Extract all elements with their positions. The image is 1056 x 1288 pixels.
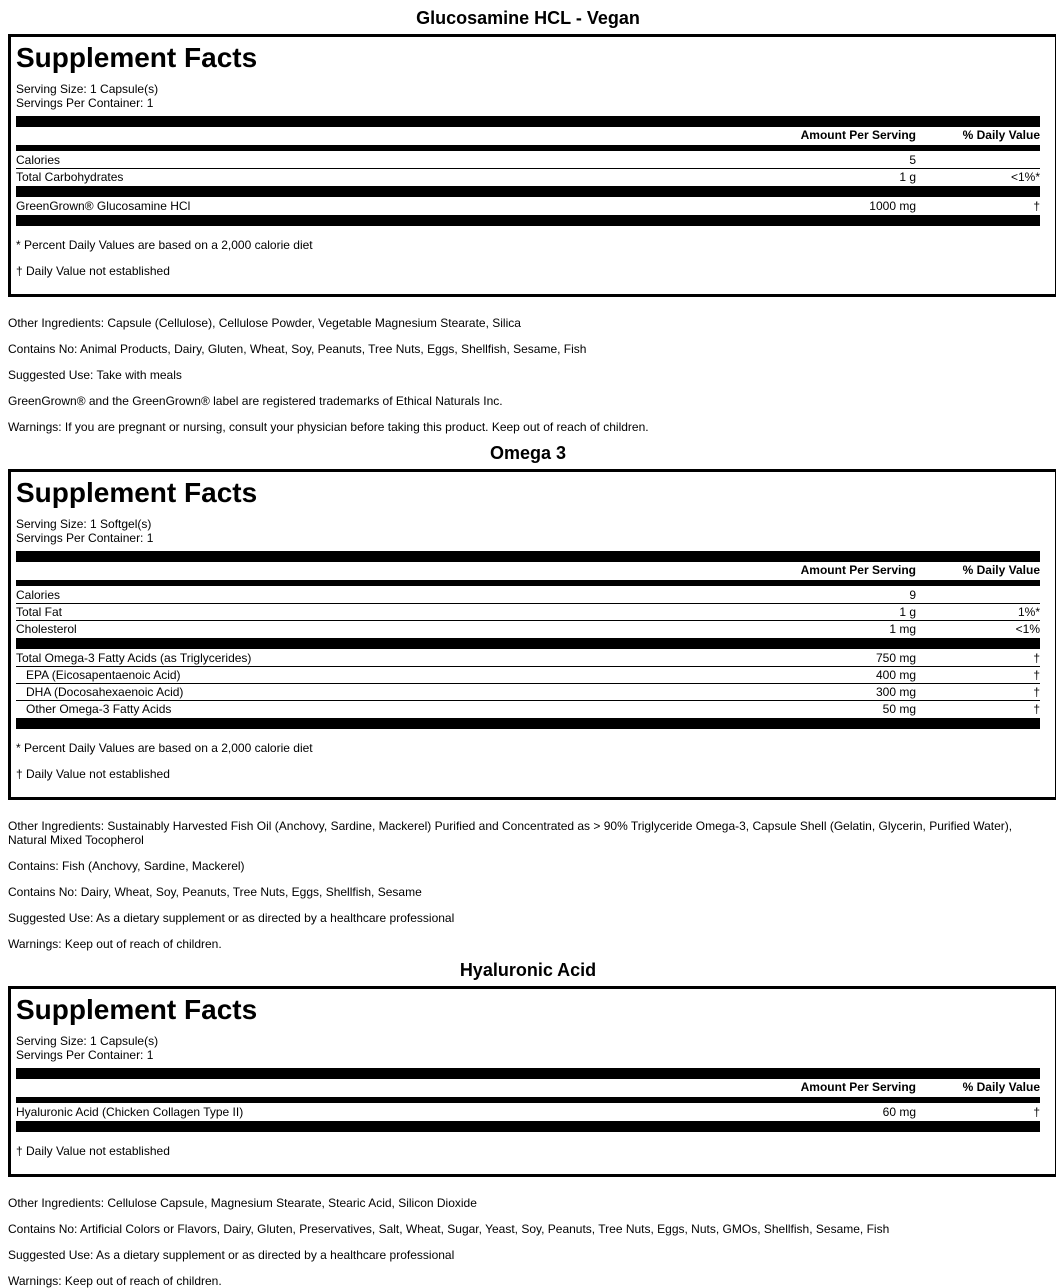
nutrient-daily-value: <1%* — [1010, 170, 1040, 184]
nutrient-row — [16, 169, 1040, 185]
ingredient-daily-value: † — [1033, 668, 1040, 682]
nutrient-daily-value — [916, 587, 1040, 603]
thick-divider — [16, 551, 1040, 562]
column-header-row — [16, 562, 1040, 578]
ingredient-name: Other Omega-3 Fatty Acids — [26, 702, 172, 716]
supplement-facts-heading: Supplement Facts — [16, 477, 258, 508]
ingredient-row — [16, 667, 1040, 684]
nutrient-daily-value — [916, 152, 1040, 168]
amount-per-serving-header: Amount Per Serving — [800, 563, 916, 577]
daily-value-header: % Daily Value — [962, 1080, 1040, 1094]
ingredient-name: GreenGrown® Glucosamine HCl — [16, 199, 191, 213]
daily-value-header: % Daily Value — [962, 128, 1040, 142]
percent-daily-value-footnote: * Percent Daily Values are based on a 2,000 calorie diet — [16, 741, 313, 755]
daily-value-not-established-footnote: † Daily Value not established — [16, 264, 170, 278]
medium-divider — [16, 145, 1040, 151]
nutrient-name: Total Fat — [16, 605, 63, 619]
supplement-facts-heading: Supplement Facts — [16, 994, 258, 1025]
amount-per-serving-header: Amount Per Serving — [800, 1080, 916, 1094]
daily-value-header: % Daily Value — [962, 563, 1040, 577]
serving-size: Serving Size: 1 Softgel(s) — [16, 517, 152, 531]
warnings: Warnings: Keep out of reach of children. — [8, 937, 222, 951]
ingredient-amount: 50 mg — [882, 702, 916, 716]
serving-size: Serving Size: 1 Capsule(s) — [16, 1034, 159, 1048]
supplement-facts-heading: Supplement Facts — [16, 42, 258, 73]
nutrient-name: Cholesterol — [16, 622, 77, 636]
serving-size: Serving Size: 1 Capsule(s) — [16, 82, 159, 96]
ingredient-row — [16, 198, 1040, 214]
ingredient-row — [16, 1104, 1040, 1120]
product-title: Hyaluronic Acid — [459, 960, 597, 980]
warnings: Warnings: Keep out of reach of children. — [8, 1274, 222, 1288]
contains-no: Contains No: Dairy, Wheat, Soy, Peanuts, Tree Nuts, Eggs, Shellfish, Sesame — [8, 885, 422, 899]
supplement-facts-panel — [8, 34, 1056, 297]
nutrient-row — [16, 587, 1040, 604]
contains-no: Contains No: Artificial Colors or Flavors, Dairy, Gluten, Preservatives, Salt, Wheat, Sugar, Yeast, Soy, Peanuts, Tree Nuts, Eggs, Nuts, GMOs, Shellfish, Sesame, Fish — [8, 1222, 890, 1236]
ingredient-daily-value: † — [1033, 651, 1040, 665]
medium-divider — [16, 580, 1040, 586]
warnings: Warnings: If you are pregnant or nursing, consult your physician before taking this product. Keep out of reach of children. — [8, 420, 649, 434]
trademark-notice: GreenGrown® and the GreenGrown® label are registered trademarks of Ethical Naturals Inc. — [8, 394, 503, 408]
nutrient-name: Calories — [16, 153, 61, 167]
product-title: Omega 3 — [489, 443, 567, 463]
ingredient-row — [16, 650, 1040, 667]
supplement-facts-panel — [8, 469, 1056, 800]
ingredient-row — [16, 684, 1040, 701]
thick-divider — [16, 1121, 1040, 1132]
nutrient-daily-value: <1% — [1015, 622, 1040, 636]
nutrient-row — [16, 152, 1040, 169]
contains-no: Contains No: Animal Products, Dairy, Gluten, Wheat, Soy, Peanuts, Tree Nuts, Eggs, Shellfish, Sesame, Fish — [8, 342, 587, 356]
product-info — [0, 297, 1038, 434]
product-info — [0, 800, 1038, 951]
nutrient-row — [16, 604, 1040, 621]
thick-divider — [16, 638, 1040, 649]
ingredient-row — [16, 701, 1040, 717]
servings-per-container: Servings Per Container: 1 — [16, 96, 154, 110]
ingredient-amount: 1000 mg — [869, 199, 916, 213]
amount-per-serving-header: Amount Per Serving — [800, 128, 916, 142]
ingredient-amount: 400 mg — [875, 668, 916, 682]
ingredient-amount: 750 mg — [875, 651, 916, 665]
suggested-use: Suggested Use: As a dietary supplement or as directed by a healthcare professional — [8, 911, 455, 925]
thick-divider — [16, 1068, 1040, 1079]
thick-divider — [16, 186, 1040, 197]
nutrient-name: Total Carbohydrates — [16, 170, 124, 184]
nutrient-row — [16, 621, 1040, 637]
nutrient-amount: 1 mg — [889, 622, 916, 636]
suggested-use: Suggested Use: As a dietary supplement or as directed by a healthcare professional — [8, 1248, 455, 1262]
ingredient-name: Hyaluronic Acid (Chicken Collagen Type II) — [16, 1105, 244, 1119]
daily-value-not-established-footnote: † Daily Value not established — [16, 1144, 170, 1158]
nutrient-amount: 1 g — [899, 170, 916, 184]
servings-per-container: Servings Per Container: 1 — [16, 531, 154, 545]
ingredient-name: EPA (Eicosapentaenoic Acid) — [26, 668, 181, 682]
thick-divider — [16, 116, 1040, 127]
ingredient-daily-value: † — [1033, 702, 1040, 716]
ingredient-name: DHA (Docosahexaenoic Acid) — [26, 685, 184, 699]
suggested-use: Suggested Use: Take with meals — [8, 368, 182, 382]
other-ingredients: Other Ingredients: Capsule (Cellulose), Cellulose Powder, Vegetable Magnesium Stearate, Silica — [8, 316, 521, 330]
product-title: Glucosamine HCL - Vegan — [416, 8, 640, 28]
medium-divider — [16, 1097, 1040, 1103]
column-header-row — [16, 1079, 1040, 1095]
nutrient-daily-value: 1%* — [1017, 605, 1040, 619]
product-info — [0, 1177, 1038, 1288]
daily-value-not-established-footnote: † Daily Value not established — [16, 767, 170, 781]
ingredient-daily-value: † — [1033, 199, 1040, 213]
servings-per-container: Servings Per Container: 1 — [16, 1048, 154, 1062]
thick-divider — [16, 718, 1040, 729]
nutrient-amount: 9 — [909, 588, 916, 602]
thick-divider — [16, 215, 1040, 226]
supplement-facts-panel — [8, 986, 1056, 1177]
ingredient-amount: 60 mg — [882, 1105, 916, 1119]
column-header-row — [16, 127, 1040, 143]
nutrient-amount: 5 — [909, 153, 916, 167]
contains: Contains: Fish (Anchovy, Sardine, Mackerel) — [8, 859, 245, 873]
ingredient-daily-value: † — [1033, 1105, 1040, 1119]
ingredient-amount: 300 mg — [875, 685, 916, 699]
other-ingredients: Other Ingredients: Cellulose Capsule, Magnesium Stearate, Stearic Acid, Silicon Dioxide — [8, 1196, 477, 1210]
percent-daily-value-footnote: * Percent Daily Values are based on a 2,000 calorie diet — [16, 238, 313, 252]
ingredient-daily-value: † — [1033, 685, 1040, 699]
nutrient-amount: 1 g — [899, 605, 916, 619]
other-ingredients: Other Ingredients: Sustainably Harvested Fish Oil (Anchovy, Sardine, Mackerel) Purified and Concentrated as > 90% Triglyceride Omega-3, Capsule Shell (Gelatin, Glycerin, Purified Water), Natural Mixed Tocopherol — [8, 819, 1013, 847]
ingredient-name: Total Omega-3 Fatty Acids (as Triglycerides) — [16, 651, 252, 665]
nutrient-name: Calories — [16, 588, 61, 602]
